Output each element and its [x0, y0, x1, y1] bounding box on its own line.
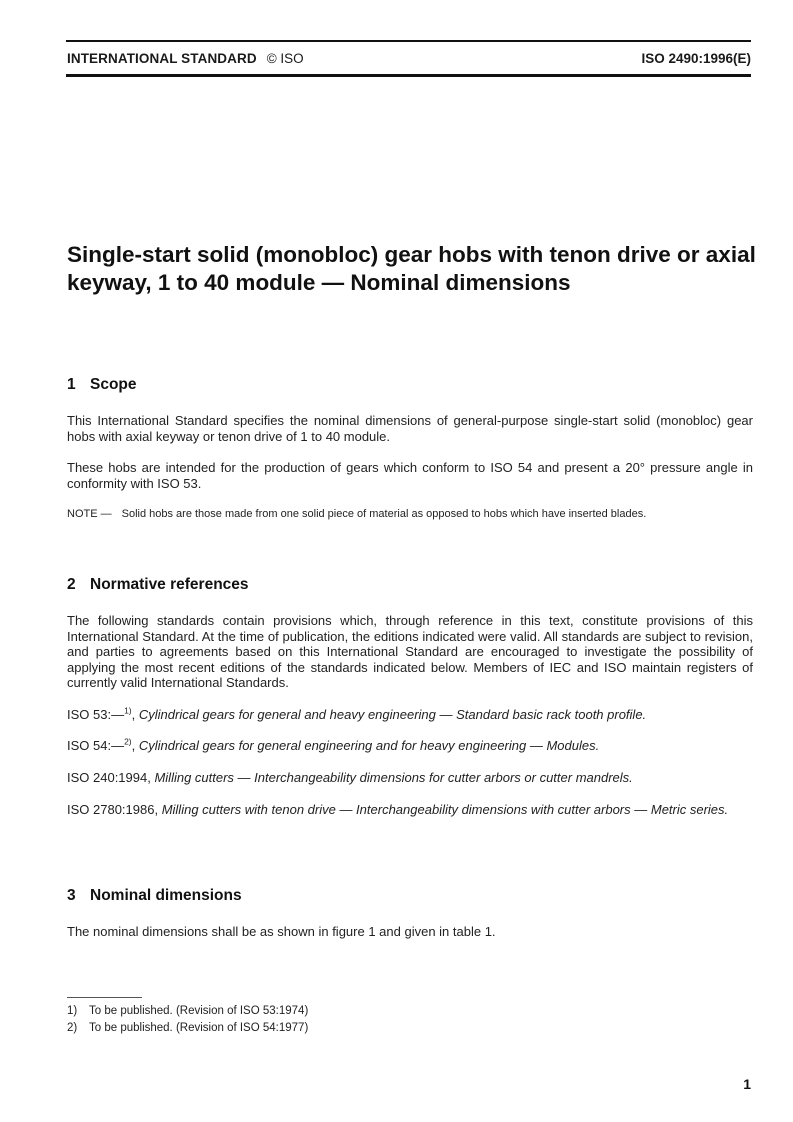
note-text: Solid hobs are those made from one solid piece of material as opposed to hobs which have inserted blades.: [121, 508, 647, 520]
scope-paragraph-2: These hobs are intended for the production of gears which conform to ISO 54 and present a 20° pressure angle in conformity with ISO 53.: [67, 460, 753, 491]
footnote-text: To be published. (Revision of ISO 53:1974): [89, 1005, 309, 1017]
reference-item: [67, 802, 753, 818]
footnote-marker: 2): [124, 736, 132, 747]
reference-title: Cylindrical gears for general and heavy engineering — Standard basic rack tooth profile.: [138, 707, 647, 722]
reference-item: [67, 738, 753, 754]
footnote-number: 1): [67, 1005, 78, 1017]
footnote: [67, 1004, 308, 1018]
reference-item: [67, 770, 753, 786]
footnote: [67, 1021, 308, 1035]
note-label: NOTE —: [67, 508, 112, 520]
reference-code: ISO 53:—: [67, 707, 125, 722]
section-title: Nominal dimensions: [90, 887, 242, 904]
header-top-rule: [66, 40, 751, 42]
reference-separator: ,: [131, 707, 139, 722]
reference-item: [67, 707, 753, 723]
footnote-number: 2): [67, 1022, 78, 1034]
document-title: Single-start solid (monobloc) gear hobs with tenon drive or axial keyway, 1 to 40 module — Nominal dimensions: [67, 242, 756, 295]
reference-title: Cylindrical gears for general engineering and for heavy engineering — Modules.: [138, 738, 600, 753]
footnote-text: To be published. (Revision of ISO 54:1977): [89, 1022, 309, 1034]
reference-title: Milling cutters with tenon drive — Interchangeability dimensions with cutter arbors — Metric series.: [161, 802, 729, 817]
scope-note: [67, 508, 753, 521]
section-number: 1: [67, 376, 76, 393]
reference-title: Milling cutters — Interchangeability dimensions for cutter arbors or cutter mandrels.: [154, 770, 633, 785]
page-number: 1: [743, 1076, 751, 1092]
reference-separator: ,: [131, 738, 139, 753]
section-title: Normative references: [90, 576, 249, 593]
reference-separator: ,: [154, 802, 162, 817]
section-title: Scope: [90, 376, 137, 393]
section-heading-nominal-dimensions: [67, 887, 242, 905]
footnote-rule: [67, 997, 142, 998]
section-number: 3: [67, 887, 76, 904]
reference-code: ISO 54:—: [67, 738, 125, 753]
reference-separator: ,: [147, 770, 155, 785]
section-heading-scope: [67, 376, 137, 394]
copyright-notice: © ISO: [266, 51, 304, 66]
reference-code: ISO 2780:1986: [67, 802, 155, 817]
standard-label: INTERNATIONAL STANDARD: [67, 51, 257, 66]
document-reference: ISO 2490:1996(E): [641, 51, 751, 66]
section-heading-normative-references: [67, 576, 249, 594]
scope-paragraph-1: This International Standard specifies the nominal dimensions of general-purpose single-start solid (monobloc) gear hobs with axial keyway or tenon drive of 1 to 40 module.: [67, 413, 753, 444]
header-left: [67, 51, 304, 67]
footnote-marker: 1): [124, 705, 132, 716]
nominal-paragraph: The nominal dimensions shall be as shown in figure 1 and given in table 1.: [67, 924, 496, 939]
section-number: 2: [67, 576, 76, 593]
normative-paragraph: The following standards contain provisions which, through reference in this text, constitute provisions of this International Standard. At the time of publication, the editions indicated were valid. All standards are subject to revision, and parties to agreements based on this International Standard are encouraged to investigate the possibility of applying the most recent editions of the standards indicated below. Members of IEC and ISO maintain registers of currently valid International Standards.: [67, 613, 753, 690]
header-bottom-rule: [66, 74, 751, 77]
reference-code: ISO 240:1994: [67, 770, 148, 785]
